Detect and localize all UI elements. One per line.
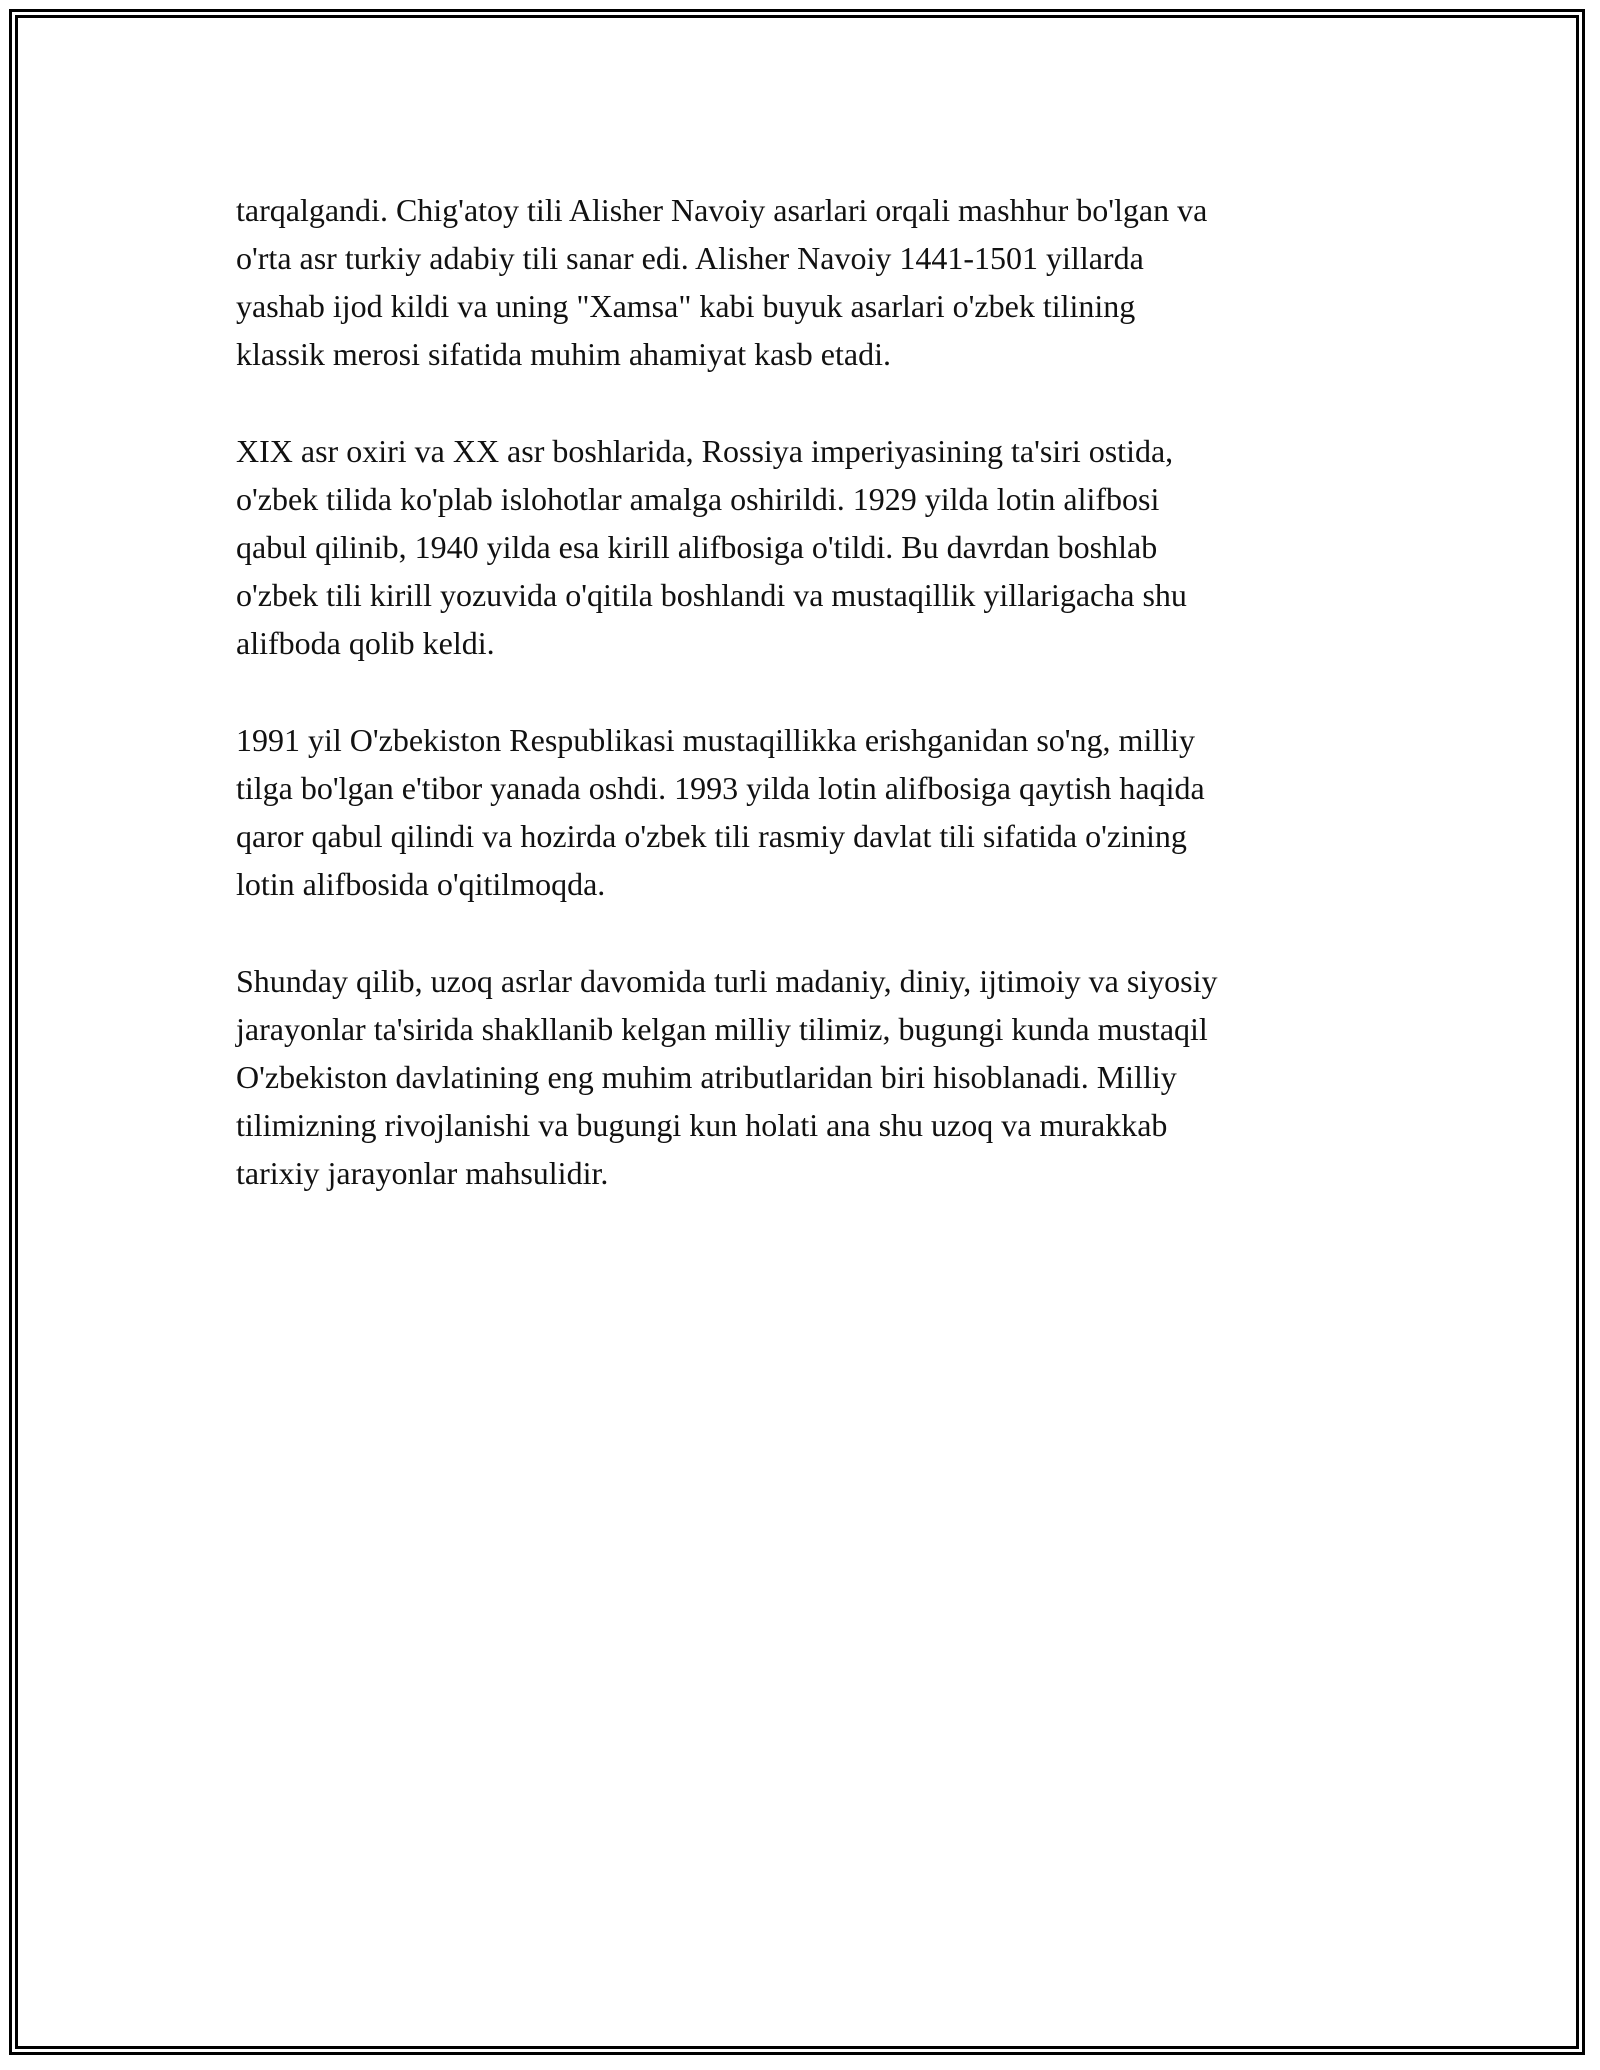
- paragraph: XIX asr oxiri va XX asr boshlarida, Rossiya imperiyasining ta'siri ostida, o'zbek tilida ko'plab islohotlar amalga oshirildi. 1929 yilda lotin alifbosi qabul qilinib, 1940 yilda esa kirill alifbosiga o'tildi. Bu davrdan boshlab o'zbek tili kirill yozuvida o'qitila boshlandi va mustaqillik yillarigacha shu alifboda qolib keldi.: [236, 433, 1187, 661]
- document-body: [236, 186, 1376, 1246]
- paragraph: Shunday qilib, uzoq asrlar davomida turli madaniy, diniy, ijtimoiy va siyosiy jarayonlar ta'sirida shakllanib kelgan milliy tilimiz, bugungi kunda mustaqil O'zbekiston davlatining eng muhim atributlaridan biri hisoblanadi. Milliy tilimizning rivojlanishi va bugungi kun holati ana shu uzoq va murakkab tarixiy jarayonlar mahsulidir.: [236, 963, 1218, 1191]
- paragraph: 1991 yil O'zbekiston Respublikasi mustaqillikka erishganidan so'ng, milliy tilga bo'lgan e'tibor yanada oshdi. 1993 yilda lotin alifbosiga qaytish haqida qaror qabul qilindi va hozirda o'zbek tili rasmiy davlat tili sifatida o'zining lotin alifbosida o'qitilmoqda.: [236, 722, 1205, 902]
- paragraph: tarqalgandi. Chig'atoy tili Alisher Navoiy asarlari orqali mashhur bo'lgan va o'rta asr turkiy adabiy tili sanar edi. Alisher Navoiy 1441-1501 yillarda yashab ijod kildi va uning "Xamsa" kabi buyuk asarlari o'zbek tilining klassik merosi sifatida muhim ahamiyat kasb etadi.: [236, 192, 1208, 372]
